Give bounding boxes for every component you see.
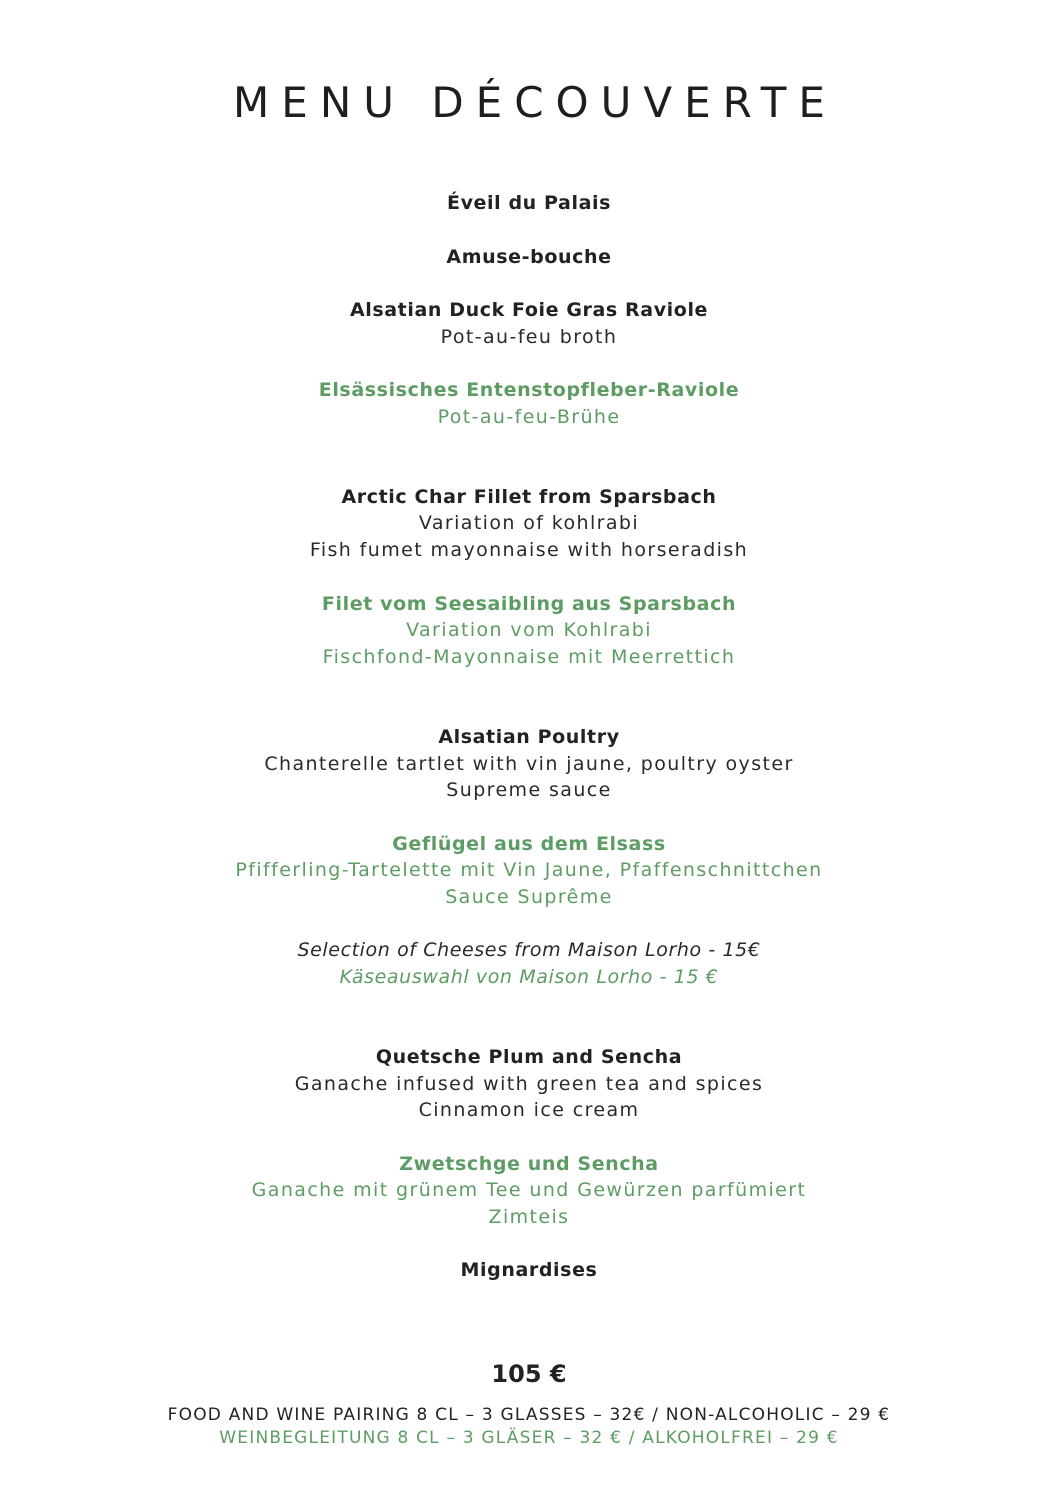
course-poultry-desc-de-1: Pfifferling-Tartelette mit Vin Jaune, Pfaffenschnittchen xyxy=(235,859,823,881)
course-ravioli-name-en: Alsatian Duck Foie Gras Raviole xyxy=(349,299,709,321)
course-char-name-de: Filet vom Seesaibling aus Sparsbach xyxy=(321,593,737,615)
course-char-desc-de-2: Fischfond-Mayonnaise mit Meerrettich xyxy=(322,646,736,668)
course-poultry-desc-de-2: Sauce Suprême xyxy=(445,886,613,908)
course-dessert-desc-de-2: Zimteis xyxy=(488,1206,570,1228)
course-char-desc-en-2: Fish fumet mayonnaise with horseradish xyxy=(309,539,749,561)
course-char-desc-en-1: Variation of kohlrabi xyxy=(418,512,640,534)
cheese-option-en: Selection of Cheeses from Maison Lorho - 15€ xyxy=(297,939,761,961)
menu-price: 105 € xyxy=(491,1360,567,1388)
course-ravioli-desc-en: Pot-au-feu broth xyxy=(440,326,618,348)
course-char-name-en: Arctic Char Fillet from Sparsbach xyxy=(341,486,717,508)
course-ravioli-desc-de: Pot-au-feu-Brühe xyxy=(437,406,621,428)
course-poultry-name-de: Geflügel aus dem Elsass xyxy=(392,833,666,855)
course-poultry-desc-en-2: Supreme sauce xyxy=(446,779,612,801)
cheese-option-de: Käseauswahl von Maison Lorho - 15 € xyxy=(339,966,719,988)
menu-title: MENU DÉCOUVERTE xyxy=(233,78,837,127)
wine-pairing-de: WEINBEGLEITUNG 8 CL – 3 GLÄSER – 32 € / ALKOHOLFREI – 29 € xyxy=(219,1428,839,1448)
course-dessert-desc-en-2: Cinnamon ice cream xyxy=(418,1099,640,1121)
course-dessert-desc-de-1: Ganache mit grünem Tee und Gewürzen parfümiert xyxy=(251,1179,807,1201)
course-poultry-desc-en-1: Chanterelle tartlet with vin jaune, poultry oyster xyxy=(264,753,794,775)
course-amuse-bouche: Amuse-bouche xyxy=(446,246,612,268)
course-dessert-desc-en-1: Ganache infused with green tea and spices xyxy=(294,1073,764,1095)
course-eveil-du-palais: Éveil du Palais xyxy=(446,192,612,214)
course-ravioli-name-de: Elsässisches Entenstopfleber-Raviole xyxy=(318,379,740,401)
course-dessert-name-de: Zwetschge und Sencha xyxy=(399,1153,659,1175)
course-mignardises: Mignardises xyxy=(460,1259,598,1281)
course-dessert-name-en: Quetsche Plum and Sencha xyxy=(375,1046,683,1068)
wine-pairing-en: FOOD AND WINE PAIRING 8 CL – 3 GLASSES – 32€ / NON-ALCOHOLIC – 29 € xyxy=(167,1405,891,1425)
course-char-desc-de-1: Variation vom Kohlrabi xyxy=(406,619,652,641)
course-poultry-name-en: Alsatian Poultry xyxy=(438,726,620,748)
